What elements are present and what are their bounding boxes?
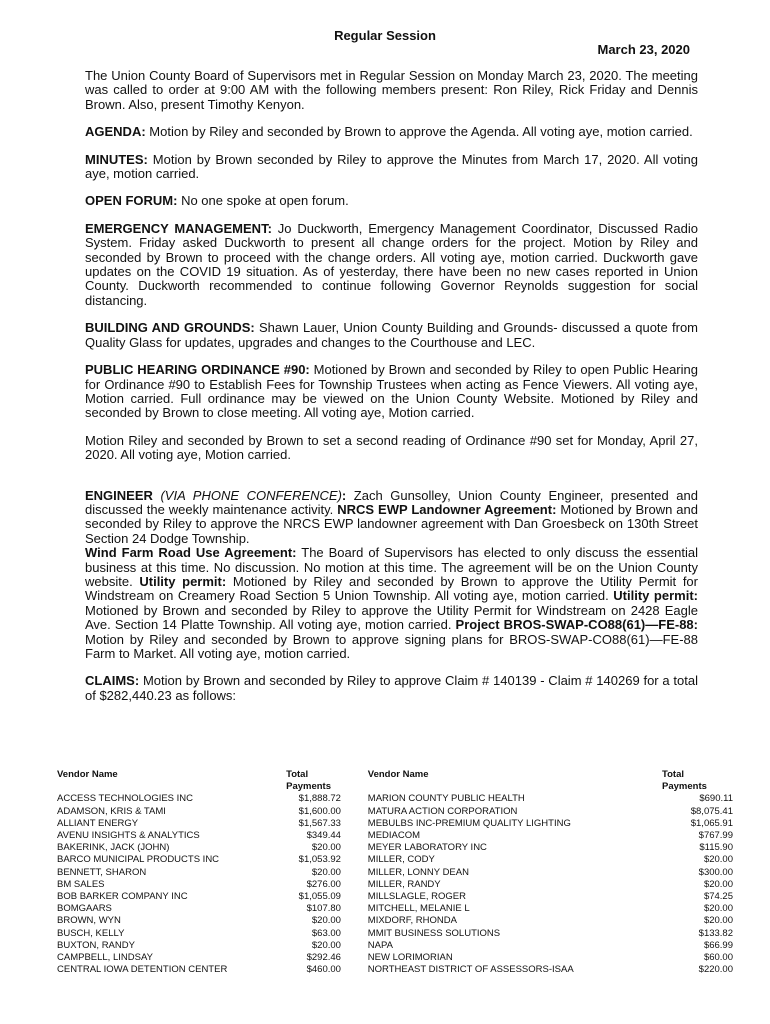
payment-amount-2: $115.90 [699, 842, 733, 854]
payment-amount-2: $220.00 [698, 964, 733, 976]
table-row [57, 891, 733, 903]
total-header-1 [286, 769, 341, 793]
total-header-1-line-1: Total [286, 769, 309, 780]
vendor-name-2: MIXDORF, RHONDA [367, 915, 457, 927]
meeting-date: March 23, 2020 [597, 42, 690, 57]
total-header-2-line-2: Payments [662, 781, 707, 793]
page-title: Regular Session [334, 28, 436, 43]
payment-amount-1: $1,055.09 [298, 891, 341, 903]
payment-amount-1: $1,053.92 [298, 854, 341, 866]
vendor-name-2: MITCHELL, MELANIE L [367, 903, 470, 915]
column-gap [341, 915, 368, 927]
building-paragraph [85, 321, 698, 350]
table-row [57, 903, 733, 915]
table-row [57, 842, 733, 854]
payment-amount-1: $20.00 [311, 915, 341, 927]
payment-amount-2: $133.82 [698, 927, 733, 939]
table-row [57, 830, 733, 842]
column-gap [341, 806, 368, 818]
table-row [57, 806, 733, 818]
open-forum-label: OPEN FORUM: [85, 193, 178, 209]
engineer-via: (VIA PHONE CONFERENCE) [160, 487, 342, 503]
engineer-colon: : [341, 487, 347, 503]
engineer-text-3: The Board of Supervisors has elected to only discuss the essential business at this time. No discussion. No motion at this time. The agreement will be on the Union County website. [85, 545, 698, 589]
vendor-name-1: BENNETT, SHARON [57, 866, 147, 878]
engineer-text-1: Zach Gunsolley, Union County Engineer, presented and discussed the weekly maintenance activity. [85, 487, 698, 517]
claims-label: CLAIMS: [85, 673, 140, 689]
column-gap [341, 928, 368, 940]
payment-amount-1: $276.00 [306, 878, 341, 890]
vendor-name-2: MILLER, RANDY [367, 878, 441, 890]
payment-amount-2: $300.00 [698, 866, 733, 878]
vendor-name-2: MILLER, LONNY DEAN [367, 866, 469, 878]
payment-amount-1: $1,600.00 [298, 805, 341, 817]
column-gap [341, 903, 368, 915]
vendor-name-1: BARCO MUNICIPAL PRODUCTS INC [57, 854, 220, 866]
minutes-body [85, 69, 698, 716]
engineer-text-2: Motioned by Brown and seconded by Riley to approve the NRCS EWP landowner agreement with Dan Groesbeck on 130th Street Section 24 Dodge Township. [85, 501, 699, 546]
vendor-name-2: MILLSLAGLE, ROGER [367, 891, 466, 903]
payment-amount-2: $60.00 [703, 952, 733, 964]
column-gap [341, 854, 368, 866]
table-row [57, 928, 733, 940]
total-header-2 [640, 769, 733, 793]
table-row [57, 818, 733, 830]
engineer-label: ENGINEER [85, 487, 153, 503]
column-gap [341, 964, 368, 976]
vendor-name-1: BROWN, WYN [57, 915, 121, 927]
vendor-name-2: NEW LORIMORIAN [367, 952, 453, 964]
column-gap [341, 952, 368, 964]
engineer-text-4: Motioned by Riley and seconded by Brown to approve the Utility Permit for Windstream on Creamery Road Section 5 Union Township. All voting aye, motion carried. [85, 573, 698, 604]
hearing-text: Motioned by Brown and seconded by Riley to open Public Hearing for Ordinance #90 to Establish Fees for Township Trustees when acting as Fence Viewers. All voting aye, Motion carried. Full ordinance may be viewed on the Union County Website. Motioned by Riley and seconded by Brown to close meeting. All voting aye, Motion carried. [85, 362, 698, 421]
payment-amount-1: $1,567.33 [298, 817, 341, 829]
nrcs-label: NRCS EWP Landowner Agreement: [337, 501, 557, 517]
column-gap [341, 940, 368, 952]
payment-amount-1: $292.46 [306, 952, 341, 964]
vendor-name-1: AVENU INSIGHTS & ANALYTICS [57, 830, 200, 842]
payment-amount-1: $20.00 [311, 866, 341, 878]
vendor-name-2: NORTHEAST DISTRICT OF ASSESSORS-ISAA [367, 964, 574, 976]
table-row [57, 867, 733, 879]
vendor-name-1: BOMGAARS [57, 903, 112, 915]
claims-text: Motion by Brown and seconded by Riley to approve Claim # 140139 - Claim # 140269 for a total of $282,440.23 as follows: [85, 673, 698, 703]
project-label: Project BROS-SWAP-CO88(61)—FE-88: [455, 617, 698, 633]
agenda-label: AGENDA: [85, 124, 146, 140]
vendor-name-2: MEYER LABORATORY INC [367, 842, 487, 854]
engineer-text-5: Motioned by Brown and seconded by Riley to approve the Utility Permit for Windstream on 2428 Eagle Ave. Section 14 Platte Township. All voting aye, motion carried. [85, 602, 698, 633]
vendor-name-header-2: Vendor Name [367, 769, 429, 780]
payment-amount-2: $20.00 [703, 915, 733, 927]
engineer-text-6: Motion by Riley and seconded by Brown to approve signing plans for BROS-SWAP-CO88(61)—FE-88 Farm to Market. All voting aye, motion carried. [85, 631, 698, 661]
agenda-paragraph [85, 125, 698, 139]
payment-amount-2: $20.00 [703, 854, 733, 866]
column-gap [341, 830, 368, 842]
hearing-paragraph [85, 363, 698, 421]
vendor-name-1: BM SALES [57, 878, 105, 890]
vendor-name-header-1: Vendor Name [57, 769, 118, 780]
vendor-name-1: CENTRAL IOWA DETENTION CENTER [57, 964, 228, 976]
vendor-name-1: BOB BARKER COMPANY INC [57, 891, 188, 903]
payment-amount-2: $74.25 [703, 891, 733, 903]
table-row [57, 915, 733, 927]
minutes-text: Motion by Brown seconded by Riley to approve the Minutes from March 17, 2020. All voting aye, motion carried. [85, 151, 698, 182]
minutes-label: MINUTES: [85, 151, 148, 167]
total-header-2-line-1: Total [662, 769, 685, 780]
vendor-name-1: BAKERINK, JACK (JOHN) [57, 842, 170, 854]
vendor-name-2: MATURA ACTION CORPORATION [367, 805, 518, 817]
open-forum-paragraph [85, 194, 698, 208]
claims-header-row [57, 769, 733, 793]
engineer-paragraph [85, 489, 698, 662]
building-text: Shawn Lauer, Union County Building and Grounds- discussed a quote from Quality Glass for updates, upgrades and changes to the Courthouse and LEC. [85, 320, 699, 350]
claims-table [57, 769, 733, 976]
vendor-name-2: MILLER, CODY [367, 854, 435, 866]
payment-amount-2: $20.00 [703, 903, 733, 915]
table-row [57, 854, 733, 866]
payment-amount-1: $349.44 [306, 830, 341, 842]
payment-amount-2: $8,075.41 [690, 805, 733, 817]
minutes-paragraph [85, 153, 698, 182]
payment-amount-1: $20.00 [311, 939, 341, 951]
payment-amount-1: $1,888.72 [298, 793, 341, 805]
vendor-name-1: CAMPBELL, LINDSAY [57, 952, 153, 964]
column-gap [341, 769, 368, 793]
total-header-1-line-2: Payments [286, 781, 331, 793]
second-reading-paragraph: Motion Riley and seconded by Brown to set a second reading of Ordinance #90 set for Monday, April 27, 2020. All voting aye, Motion carried. [85, 432, 698, 463]
table-row [57, 952, 733, 964]
payment-amount-1: $63.00 [311, 927, 341, 939]
payment-amount-1: $20.00 [311, 842, 341, 854]
vendor-name-2: MEBULBS INC-PREMIUM QUALITY LIGHTING [367, 817, 571, 829]
column-gap [341, 867, 368, 879]
hearing-label: PUBLIC HEARING ORDINANCE #90: [85, 362, 310, 378]
table-row [57, 940, 733, 952]
column-gap [341, 891, 368, 903]
intro-paragraph: The Union County Board of Supervisors met in Regular Session on Monday March 23, 2020. The meeting was called to order at 9:00 AM with the following members present: Ron Riley, Rick Friday and Dennis Brown. Also, present Timothy Kenyon. [85, 68, 698, 112]
utility-permit-label-1: Utility permit: [139, 573, 227, 589]
column-gap [341, 818, 368, 830]
vendor-name-2: MMIT BUSINESS SOLUTIONS [367, 927, 501, 939]
vendor-name-1: ADAMSON, KRIS & TAMI [57, 805, 166, 817]
table-row [57, 879, 733, 891]
table-row [57, 793, 733, 805]
vendor-name-2: MARION COUNTY PUBLIC HEALTH [367, 793, 525, 805]
agenda-text: Motion by Riley and seconded by Brown to approve the Agenda. All voting aye, motion carried. [145, 124, 693, 140]
vendor-name-1: BUSCH, KELLY [57, 927, 125, 939]
payment-amount-1: $107.80 [306, 903, 341, 915]
utility-permit-label-2: Utility permit: [613, 588, 698, 604]
emergency-label: EMERGENCY MANAGEMENT: [85, 220, 272, 236]
payment-amount-2: $66.99 [703, 939, 733, 951]
table-row [57, 964, 733, 976]
claims-paragraph [85, 674, 698, 703]
payment-amount-2: $690.11 [699, 793, 733, 805]
vendor-name-1: ALLIANT ENERGY [57, 817, 139, 829]
emergency-paragraph [85, 222, 698, 308]
payment-amount-2: $20.00 [703, 878, 733, 890]
vendor-name-2: NAPA [367, 939, 393, 951]
payment-amount-2: $767.99 [698, 830, 733, 842]
building-label: BUILDING AND GROUNDS: [85, 320, 255, 336]
vendor-name-1: BUXTON, RANDY [57, 939, 135, 951]
wind-farm-label: Wind Farm Road Use Agreement: [85, 545, 297, 561]
payment-amount-1: $460.00 [306, 964, 341, 976]
column-gap [341, 842, 368, 854]
emergency-text: Jo Duckworth, Emergency Management Coordinator, Discussed Radio System. Friday asked Duckworth to present all change orders for the project. Motion by Riley and seconded by Brown to proceed with the change orders. All voting aye, motion carried. Duckworth gave updates on the COVID 19 situation. As of yesterday, there have been no new cases reported in Union County. Duckworth recommended to continue following Governor Reynolds suggestion for social distancing. [85, 220, 698, 308]
vendor-name-2: MEDIACOM [367, 830, 421, 842]
claims-rows [57, 793, 733, 976]
open-forum-text: No one spoke at open forum. [177, 193, 349, 209]
column-gap [341, 793, 368, 805]
payment-amount-2: $1,065.91 [690, 817, 733, 829]
vendor-name-1: ACCESS TECHNOLOGIES INC [57, 793, 194, 805]
column-gap [341, 879, 368, 891]
